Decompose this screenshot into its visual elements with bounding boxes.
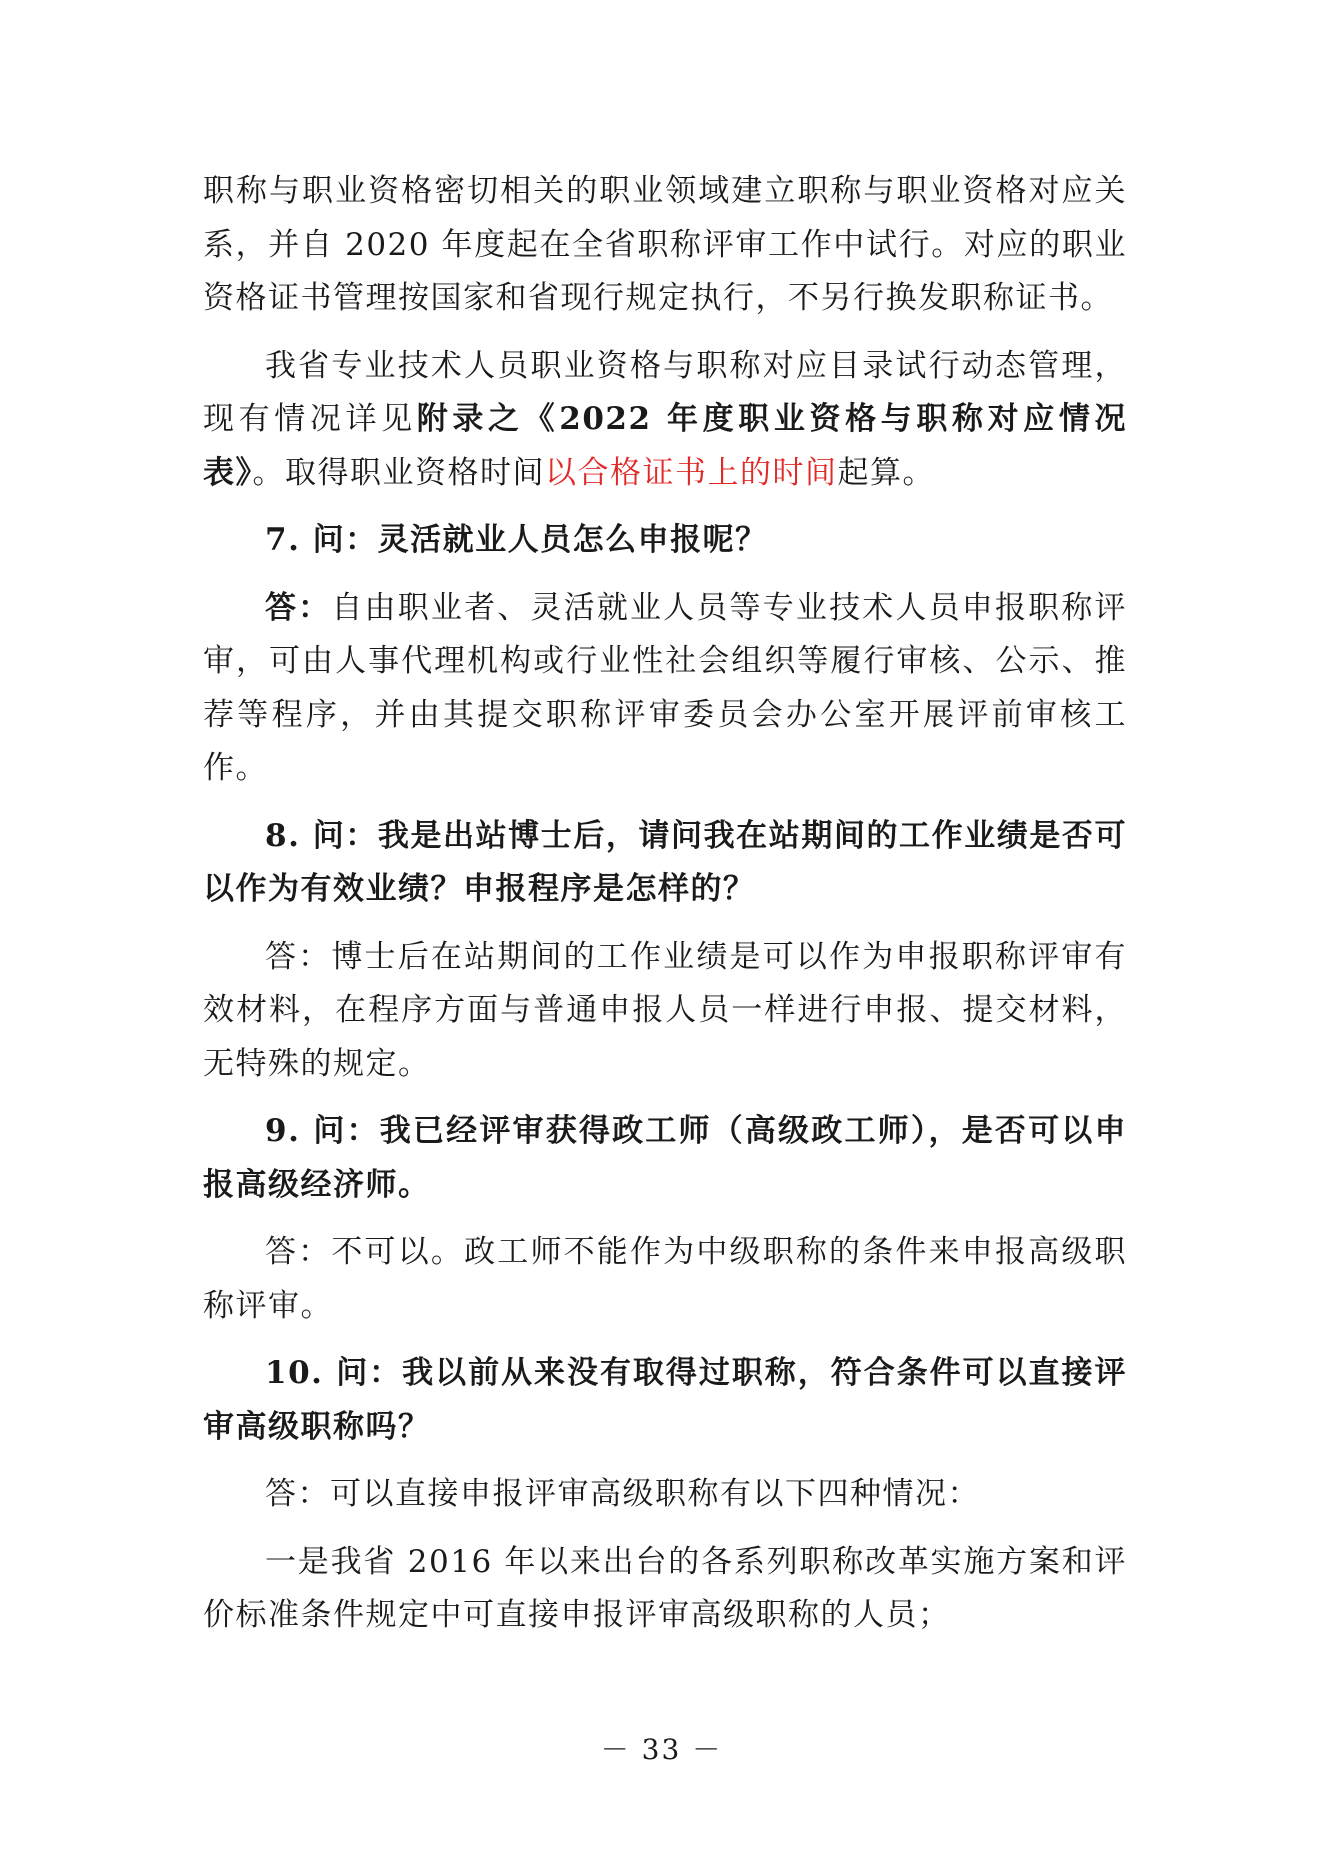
text-segment: 职称与职业资格密切相关的职业领域建立职称与职业资格对应关系，并自 2020 年度起在全省职称评审工作中试行。对应的职业资格证书管理按国家和省现行规定执行，不另行换发职称证书。 xyxy=(203,173,1127,316)
answer-9 xyxy=(203,1226,1127,1333)
paragraph-dynamic-management xyxy=(203,340,1127,501)
paragraph-qualification-mapping xyxy=(203,165,1127,326)
highlighted-text: 以合格证书上的时间 xyxy=(545,454,838,491)
answer-text: 一是我省 2016 年以来出台的各系列职称改革实施方案和评价标准条件规定中可直接申报评审高级职称的人员； xyxy=(203,1543,1127,1633)
question-text: 9. 问：我已经评审获得政工师（高级政工师），是否可以申报高级经济师。 xyxy=(203,1113,1127,1203)
text-segment: 。取得职业资格时间 xyxy=(252,454,545,491)
answer-label: 答： xyxy=(265,589,332,626)
answer-10-item-1 xyxy=(203,1536,1127,1643)
document-body xyxy=(203,165,1127,1657)
question-text: 10. 问：我以前从来没有取得过职称，符合条件可以直接评审高级职称吗？ xyxy=(203,1355,1127,1445)
question-8 xyxy=(203,810,1127,917)
answer-7 xyxy=(203,582,1127,796)
question-text: 8. 问：我是出站博士后，请问我在站期间的工作业绩是否可以作为有效业绩？申报程序是怎样的？ xyxy=(203,817,1127,907)
text-segment: 我省专业技术人员职业资格与职称对应目录试行动态管理，现有情况详见 xyxy=(203,347,1127,437)
text-segment: 起算。 xyxy=(837,454,935,491)
appendix-reference: 附录之《2022 年度职业资格与职称对应情况表》 xyxy=(203,401,1127,491)
question-text: 7. 问：灵活就业人员怎么申报呢？ xyxy=(265,522,768,558)
answer-text: 答：可以直接申报评审高级职称有以下四种情况： xyxy=(265,1476,980,1512)
question-9 xyxy=(203,1105,1127,1212)
answer-text: 答：不可以。政工师不能作为中级职称的条件来申报高级职称评审。 xyxy=(203,1234,1127,1324)
answer-text: 答：博士后在站期间的工作业绩是可以作为申报职称评审有效材料，在程序方面与普通申报人员一样进行申报、提交材料，无特殊的规定。 xyxy=(203,938,1127,1082)
question-10 xyxy=(203,1347,1127,1454)
answer-text: 自由职业者、灵活就业人员等专业技术人员申报职称评审，可由人事代理机构或行业性社会组织等履行审核、公示、推荐等程序，并由其提交职称评审委员会办公室开展评前审核工作。 xyxy=(203,589,1128,786)
page-number: － 33 － xyxy=(600,1733,723,1766)
answer-8 xyxy=(203,931,1127,1092)
question-7 xyxy=(203,514,1127,568)
answer-10 xyxy=(203,1468,1127,1522)
